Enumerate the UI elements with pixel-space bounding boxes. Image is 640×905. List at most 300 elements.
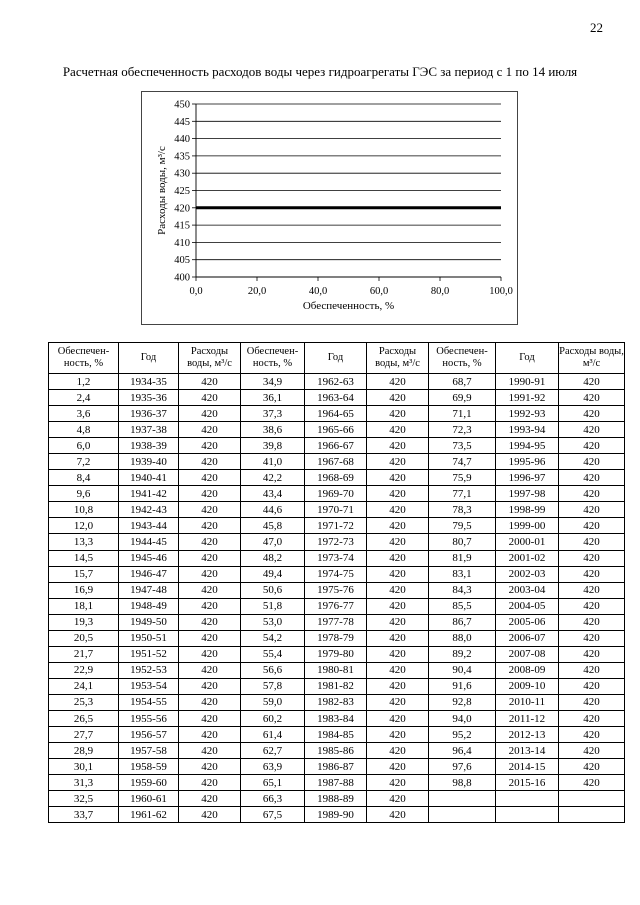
table-cell: 1962-63: [305, 374, 367, 390]
table-cell: 1939-40: [119, 454, 179, 470]
table-cell: 2,4: [49, 390, 119, 406]
table-row: [49, 534, 625, 550]
table-cell: 69,9: [429, 390, 496, 406]
table-cell: 80,7: [429, 534, 496, 550]
table-cell: 420: [367, 646, 429, 662]
table-cell: 420: [559, 582, 625, 598]
table-cell: 1,2: [49, 374, 119, 390]
table-row: [49, 646, 625, 662]
column-header: Обеспечен-ность, %: [49, 343, 119, 374]
table-cell: 420: [179, 438, 241, 454]
table-cell: 1984-85: [305, 727, 367, 743]
table-cell: 1995-96: [496, 454, 559, 470]
table-row: [49, 390, 625, 406]
table-cell: 420: [559, 390, 625, 406]
table-cell: 420: [367, 775, 429, 791]
table-cell: 1958-59: [119, 759, 179, 775]
table-cell: 1952-53: [119, 662, 179, 678]
table-cell: 1954-55: [119, 694, 179, 710]
table-cell: 51,8: [241, 598, 305, 614]
y-tick-label: 445: [174, 116, 190, 128]
page-number: 22: [590, 20, 603, 35]
table-cell: 420: [367, 678, 429, 694]
table-cell: [496, 791, 559, 807]
table-cell: 1994-95: [496, 438, 559, 454]
y-tick-label: 400: [174, 272, 190, 284]
column-header: Расходы воды, м³/с: [179, 343, 241, 374]
table-cell: 66,3: [241, 791, 305, 807]
table-cell: 86,7: [429, 614, 496, 630]
column-header: Расходы воды, м³/с: [367, 343, 429, 374]
x-tick-label: 40,0: [308, 286, 328, 297]
column-header: Год: [119, 343, 179, 374]
table-cell: 420: [179, 743, 241, 759]
table-row: [49, 582, 625, 598]
table-cell: 57,8: [241, 678, 305, 694]
table-cell: [429, 791, 496, 807]
column-header: Обеспечен-ность, %: [429, 343, 496, 374]
table-cell: 1956-57: [119, 727, 179, 743]
table-cell: 92,8: [429, 694, 496, 710]
table-cell: 1986-87: [305, 759, 367, 775]
table-cell: 45,8: [241, 518, 305, 534]
table-cell: 1943-44: [119, 518, 179, 534]
y-tick-label: 450: [174, 99, 190, 111]
table-cell: 1961-62: [119, 807, 179, 823]
table-row: [49, 775, 625, 791]
table-cell: 420: [367, 694, 429, 710]
table-cell: 55,4: [241, 646, 305, 662]
table-cell: 420: [367, 374, 429, 390]
table-cell: 67,5: [241, 807, 305, 823]
table-cell: 79,5: [429, 518, 496, 534]
table-cell: 50,6: [241, 582, 305, 598]
table-cell: 59,0: [241, 694, 305, 710]
table-cell: [559, 807, 625, 823]
table-cell: 1949-50: [119, 614, 179, 630]
table-cell: 1965-66: [305, 422, 367, 438]
table-cell: 2014-15: [496, 759, 559, 775]
table-cell: 420: [179, 727, 241, 743]
table-row: [49, 727, 625, 743]
table-cell: 85,5: [429, 598, 496, 614]
y-tick-label: 410: [174, 237, 190, 249]
table-row: [49, 422, 625, 438]
table-cell: 16,9: [49, 582, 119, 598]
table-row: [49, 486, 625, 502]
table-cell: 420: [367, 791, 429, 807]
table-row: [49, 791, 625, 807]
table-cell: 420: [559, 614, 625, 630]
table-cell: 90,4: [429, 662, 496, 678]
table-cell: 1969-70: [305, 486, 367, 502]
table-cell: 1981-82: [305, 678, 367, 694]
table-cell: 420: [559, 727, 625, 743]
y-tick-label: 420: [174, 203, 190, 215]
table-cell: 2006-07: [496, 630, 559, 646]
table-cell: 1935-36: [119, 390, 179, 406]
table-cell: 420: [179, 646, 241, 662]
table-cell: 1971-72: [305, 518, 367, 534]
table-cell: 96,4: [429, 743, 496, 759]
table-cell: 420: [367, 422, 429, 438]
table-cell: 420: [559, 775, 625, 791]
x-tick-label: 80,0: [430, 286, 450, 297]
table-cell: 420: [367, 582, 429, 598]
x-axis-label: Обеспеченность, %: [302, 300, 395, 312]
table-cell: 1947-48: [119, 582, 179, 598]
table-cell: 78,3: [429, 502, 496, 518]
table-cell: 420: [559, 406, 625, 422]
table-cell: 420: [367, 598, 429, 614]
table-cell: 44,6: [241, 502, 305, 518]
table-cell: 420: [179, 807, 241, 823]
table-cell: 1948-49: [119, 598, 179, 614]
table-cell: 1937-38: [119, 422, 179, 438]
table-cell: 420: [367, 759, 429, 775]
table-cell: 420: [179, 518, 241, 534]
table-cell: 2003-04: [496, 582, 559, 598]
y-axis-label: Расходы воды, м³/с: [156, 146, 168, 235]
table-row: [49, 630, 625, 646]
table-cell: 420: [559, 566, 625, 582]
table-cell: 420: [559, 518, 625, 534]
table-cell: 48,2: [241, 550, 305, 566]
table-cell: 1968-69: [305, 470, 367, 486]
table-cell: 3,6: [49, 406, 119, 422]
table-cell: 2005-06: [496, 614, 559, 630]
table-cell: 18,1: [49, 598, 119, 614]
table-cell: [429, 807, 496, 823]
table-cell: 28,9: [49, 743, 119, 759]
table-cell: 7,2: [49, 454, 119, 470]
table-cell: 420: [367, 566, 429, 582]
chart-frame: [141, 91, 518, 325]
table-cell: 68,7: [429, 374, 496, 390]
table-cell: 420: [179, 486, 241, 502]
table-cell: 1950-51: [119, 630, 179, 646]
table-cell: 420: [367, 470, 429, 486]
table-cell: 97,6: [429, 759, 496, 775]
table-cell: 1998-99: [496, 502, 559, 518]
table-cell: 1992-93: [496, 406, 559, 422]
table-cell: 10,8: [49, 502, 119, 518]
table-cell: 83,1: [429, 566, 496, 582]
table-cell: 420: [179, 582, 241, 598]
table-cell: 420: [179, 678, 241, 694]
table-row: [49, 807, 625, 823]
table-cell: 420: [559, 646, 625, 662]
table-cell: 75,9: [429, 470, 496, 486]
table-row: [49, 614, 625, 630]
table-cell: 61,4: [241, 727, 305, 743]
table-row: [49, 406, 625, 422]
table-cell: 1963-64: [305, 390, 367, 406]
table-cell: 1989-90: [305, 807, 367, 823]
table-cell: 420: [367, 454, 429, 470]
table-cell: 24,1: [49, 678, 119, 694]
table-cell: 1974-75: [305, 566, 367, 582]
table-cell: 420: [559, 662, 625, 678]
table-cell: 420: [559, 678, 625, 694]
table-cell: 420: [367, 518, 429, 534]
table-cell: 1957-58: [119, 743, 179, 759]
table-cell: 88,0: [429, 630, 496, 646]
table-cell: 53,0: [241, 614, 305, 630]
table-cell: 1976-77: [305, 598, 367, 614]
table-cell: 1938-39: [119, 438, 179, 454]
table-cell: 1999-00: [496, 518, 559, 534]
table-cell: 2011-12: [496, 710, 559, 726]
table-cell: 84,3: [429, 582, 496, 598]
table-cell: 420: [367, 710, 429, 726]
table-cell: 420: [559, 710, 625, 726]
table-cell: 2000-01: [496, 534, 559, 550]
table-cell: 420: [179, 710, 241, 726]
table-cell: 56,6: [241, 662, 305, 678]
table-cell: 420: [179, 454, 241, 470]
table-cell: 420: [367, 807, 429, 823]
table-cell: 420: [559, 550, 625, 566]
table-cell: 420: [179, 630, 241, 646]
table-cell: 94,0: [429, 710, 496, 726]
table-cell: 32,5: [49, 791, 119, 807]
table-cell: 420: [179, 406, 241, 422]
x-tick-label: 60,0: [369, 286, 389, 297]
table-cell: 1975-76: [305, 582, 367, 598]
data-table: [48, 342, 625, 823]
table-cell: 30,1: [49, 759, 119, 775]
table-cell: 4,8: [49, 422, 119, 438]
table-cell: 1979-80: [305, 646, 367, 662]
table-cell: 420: [559, 438, 625, 454]
table-row: [49, 454, 625, 470]
table-cell: 1945-46: [119, 550, 179, 566]
table-cell: 2002-03: [496, 566, 559, 582]
column-header: Расходы воды, м³/с: [559, 343, 625, 374]
table-cell: 1993-94: [496, 422, 559, 438]
table-cell: 420: [367, 630, 429, 646]
table-cell: 1941-42: [119, 486, 179, 502]
table-cell: 31,3: [49, 775, 119, 791]
table-cell: 420: [179, 614, 241, 630]
table-cell: 420: [367, 438, 429, 454]
table-cell: 1940-41: [119, 470, 179, 486]
table-cell: 420: [367, 662, 429, 678]
table-cell: 49,4: [241, 566, 305, 582]
table-cell: 60,2: [241, 710, 305, 726]
table-cell: 65,1: [241, 775, 305, 791]
table-cell: 420: [559, 470, 625, 486]
table-cell: 420: [559, 502, 625, 518]
table-cell: 2001-02: [496, 550, 559, 566]
table-cell: 21,7: [49, 646, 119, 662]
table-cell: 420: [179, 374, 241, 390]
table-cell: 420: [179, 775, 241, 791]
table-cell: 95,2: [429, 727, 496, 743]
table-cell: 420: [559, 759, 625, 775]
y-tick-label: 415: [174, 220, 190, 232]
table-cell: 33,7: [49, 807, 119, 823]
table-cell: 1966-67: [305, 438, 367, 454]
table-cell: 6,0: [49, 438, 119, 454]
table-row: [49, 566, 625, 582]
table-cell: 1980-81: [305, 662, 367, 678]
table-cell: 81,9: [429, 550, 496, 566]
table-cell: 1946-47: [119, 566, 179, 582]
table-body: [49, 374, 625, 823]
table-row: [49, 743, 625, 759]
table-row: [49, 374, 625, 390]
table-cell: 2008-09: [496, 662, 559, 678]
table-row: [49, 598, 625, 614]
x-tick-label: 20,0: [247, 286, 267, 297]
table-cell: 38,6: [241, 422, 305, 438]
table-cell: 420: [179, 502, 241, 518]
table-cell: 1982-83: [305, 694, 367, 710]
table-cell: 98,8: [429, 775, 496, 791]
table-cell: 15,7: [49, 566, 119, 582]
table-cell: 2009-10: [496, 678, 559, 694]
table-cell: 1983-84: [305, 710, 367, 726]
table-cell: 420: [559, 374, 625, 390]
table-cell: 89,2: [429, 646, 496, 662]
table-cell: 1987-88: [305, 775, 367, 791]
table-cell: 47,0: [241, 534, 305, 550]
table-cell: 420: [179, 422, 241, 438]
table-cell: 42,2: [241, 470, 305, 486]
y-tick-label: 405: [174, 255, 190, 267]
table-row: [49, 678, 625, 694]
table-cell: 2007-08: [496, 646, 559, 662]
table-cell: 420: [559, 630, 625, 646]
table-cell: 72,3: [429, 422, 496, 438]
table-cell: 1944-45: [119, 534, 179, 550]
table-cell: 41,0: [241, 454, 305, 470]
table-row: [49, 438, 625, 454]
table-cell: 20,5: [49, 630, 119, 646]
table-cell: 1942-43: [119, 502, 179, 518]
table-cell: 77,1: [429, 486, 496, 502]
table-cell: 420: [559, 486, 625, 502]
table-row: [49, 502, 625, 518]
table-cell: 74,7: [429, 454, 496, 470]
table-cell: 39,8: [241, 438, 305, 454]
table-cell: 420: [179, 566, 241, 582]
table-row: [49, 694, 625, 710]
column-header: Год: [496, 343, 559, 374]
document-title: Расчетная обеспеченность расходов воды через гидроагрегаты ГЭС за период с 1 по 14 июля: [62, 64, 578, 79]
table-cell: 25,3: [49, 694, 119, 710]
table-cell: 63,9: [241, 759, 305, 775]
table-cell: 420: [367, 614, 429, 630]
table-cell: 62,7: [241, 743, 305, 759]
table-cell: 1955-56: [119, 710, 179, 726]
table-cell: 1985-86: [305, 743, 367, 759]
table-row: [49, 710, 625, 726]
table-cell: 1988-89: [305, 791, 367, 807]
table-cell: 1964-65: [305, 406, 367, 422]
table-cell: 1991-92: [496, 390, 559, 406]
table-cell: 13,3: [49, 534, 119, 550]
table-cell: 1990-91: [496, 374, 559, 390]
table-cell: 1936-37: [119, 406, 179, 422]
table-cell: 1972-73: [305, 534, 367, 550]
table-cell: 420: [367, 550, 429, 566]
y-tick-label: 430: [174, 168, 190, 180]
table-cell: 34,9: [241, 374, 305, 390]
table-cell: 420: [179, 550, 241, 566]
table-cell: 9,6: [49, 486, 119, 502]
table-cell: 1997-98: [496, 486, 559, 502]
table-cell: 1934-35: [119, 374, 179, 390]
table-cell: 14,5: [49, 550, 119, 566]
table-cell: 1978-79: [305, 630, 367, 646]
table-cell: 1951-52: [119, 646, 179, 662]
table-cell: 2010-11: [496, 694, 559, 710]
table-cell: 420: [179, 534, 241, 550]
table-cell: 420: [559, 743, 625, 759]
table-cell: 22,9: [49, 662, 119, 678]
table-cell: 420: [179, 470, 241, 486]
table-cell: 2013-14: [496, 743, 559, 759]
table-cell: 2004-05: [496, 598, 559, 614]
table-cell: 1970-71: [305, 502, 367, 518]
table-cell: 420: [179, 694, 241, 710]
table-cell: 2015-16: [496, 775, 559, 791]
table-cell: 420: [367, 486, 429, 502]
table-row: [49, 550, 625, 566]
table-cell: 420: [559, 534, 625, 550]
table-row: [49, 759, 625, 775]
table-cell: 420: [367, 743, 429, 759]
x-tick-label: 100,0: [489, 286, 513, 297]
table-cell: 420: [559, 694, 625, 710]
table-cell: 12,0: [49, 518, 119, 534]
table-cell: 71,1: [429, 406, 496, 422]
table-header-row: [49, 343, 625, 374]
table-cell: 1996-97: [496, 470, 559, 486]
table-cell: 43,4: [241, 486, 305, 502]
table-cell: 27,7: [49, 727, 119, 743]
x-tick-label: 0,0: [189, 286, 203, 297]
column-header: Обеспечен-ность, %: [241, 343, 305, 374]
table-row: [49, 470, 625, 486]
table-cell: 420: [179, 759, 241, 775]
table-cell: 420: [179, 390, 241, 406]
table-cell: 420: [367, 406, 429, 422]
table-cell: 91,6: [429, 678, 496, 694]
table-cell: 1977-78: [305, 614, 367, 630]
table-cell: 420: [367, 727, 429, 743]
table-cell: 1973-74: [305, 550, 367, 566]
table-cell: 420: [179, 662, 241, 678]
table-cell: 420: [559, 454, 625, 470]
table-cell: 73,5: [429, 438, 496, 454]
table-cell: 420: [367, 534, 429, 550]
table-row: [49, 518, 625, 534]
table-cell: 420: [367, 390, 429, 406]
table-cell: 36,1: [241, 390, 305, 406]
table-cell: [559, 791, 625, 807]
table-cell: 1959-60: [119, 775, 179, 791]
table-cell: 2012-13: [496, 727, 559, 743]
y-tick-label: 425: [174, 186, 190, 197]
table-cell: 26,5: [49, 710, 119, 726]
table-cell: 420: [367, 502, 429, 518]
y-tick-label: 440: [174, 134, 190, 146]
column-header: Год: [305, 343, 367, 374]
